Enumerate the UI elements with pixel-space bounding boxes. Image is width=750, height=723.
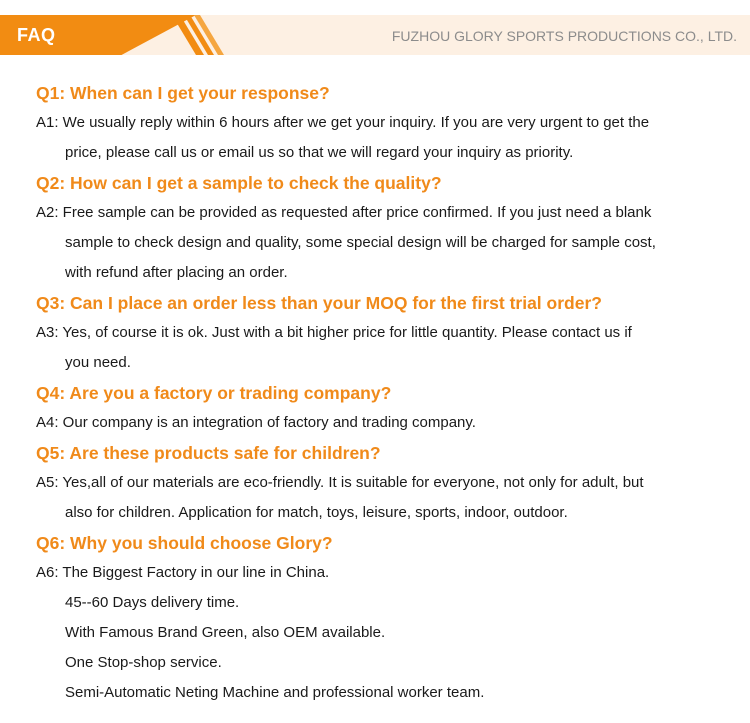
faq-answer — [36, 112, 750, 172]
answer-line: sample to check design and quality, some special design will be charged for sample cost, — [65, 234, 656, 251]
faq-answer — [36, 472, 750, 532]
faq-item — [0, 382, 750, 442]
faq-question: Q2: How can I get a sample to check the quality? — [36, 173, 442, 193]
answer-line: One Stop-shop service. — [65, 654, 222, 671]
faq-question: Q1: When can I get your response? — [36, 83, 330, 103]
faq-question: Q5: Are these products safe for children? — [36, 443, 381, 463]
answer-line: A6: The Biggest Factory in our line in China. — [36, 564, 330, 581]
page-title: FAQ — [17, 25, 56, 45]
faq-question: Q3: Can I place an order less than your MOQ for the first trial order? — [36, 293, 602, 313]
header-banner — [0, 15, 750, 55]
answer-line: price, please call us or email us so that we will regard your inquiry as priority. — [65, 144, 574, 161]
faq-item — [0, 292, 750, 382]
faq-list — [0, 82, 750, 712]
answer-line: 45--60 Days delivery time. — [65, 594, 240, 611]
faq-item — [0, 442, 750, 532]
answer-line: with refund after placing an order. — [65, 264, 288, 281]
faq-item — [0, 82, 750, 172]
faq-question: Q4: Are you a factory or trading company? — [36, 383, 392, 403]
faq-item — [0, 532, 750, 712]
answer-line: A5: Yes,all of our materials are eco-friendly. It is suitable for everyone, not only for adult, but — [36, 474, 644, 491]
answer-line: A1: We usually reply within 6 hours after we get your inquiry. If you are very urgent to get the — [36, 114, 650, 131]
answer-line: A4: Our company is an integration of factory and trading company. — [36, 414, 476, 431]
faq-answer — [36, 562, 750, 712]
faq-answer — [36, 202, 750, 292]
answer-line: Semi-Automatic Neting Machine and professional worker team. — [65, 684, 485, 701]
faq-item — [0, 172, 750, 292]
faq-question: Q6: Why you should choose Glory? — [36, 533, 333, 553]
answer-line: With Famous Brand Green, also OEM available. — [65, 624, 386, 641]
company-name: FUZHOU GLORY SPORTS PRODUCTIONS CO., LTD. — [391, 28, 737, 44]
faq-answer — [36, 412, 750, 442]
faq-answer — [36, 322, 750, 382]
answer-line: A3: Yes, of course it is ok. Just with a bit higher price for little quantity. Please contact us if — [36, 324, 632, 341]
answer-line: also for children. Application for match, toys, leisure, sports, indoor, outdoor. — [65, 504, 568, 521]
decorative-stripes-icon — [160, 15, 232, 55]
answer-line: you need. — [65, 354, 131, 371]
answer-line: A2: Free sample can be provided as requested after price confirmed. If you just need a blank — [36, 204, 652, 221]
